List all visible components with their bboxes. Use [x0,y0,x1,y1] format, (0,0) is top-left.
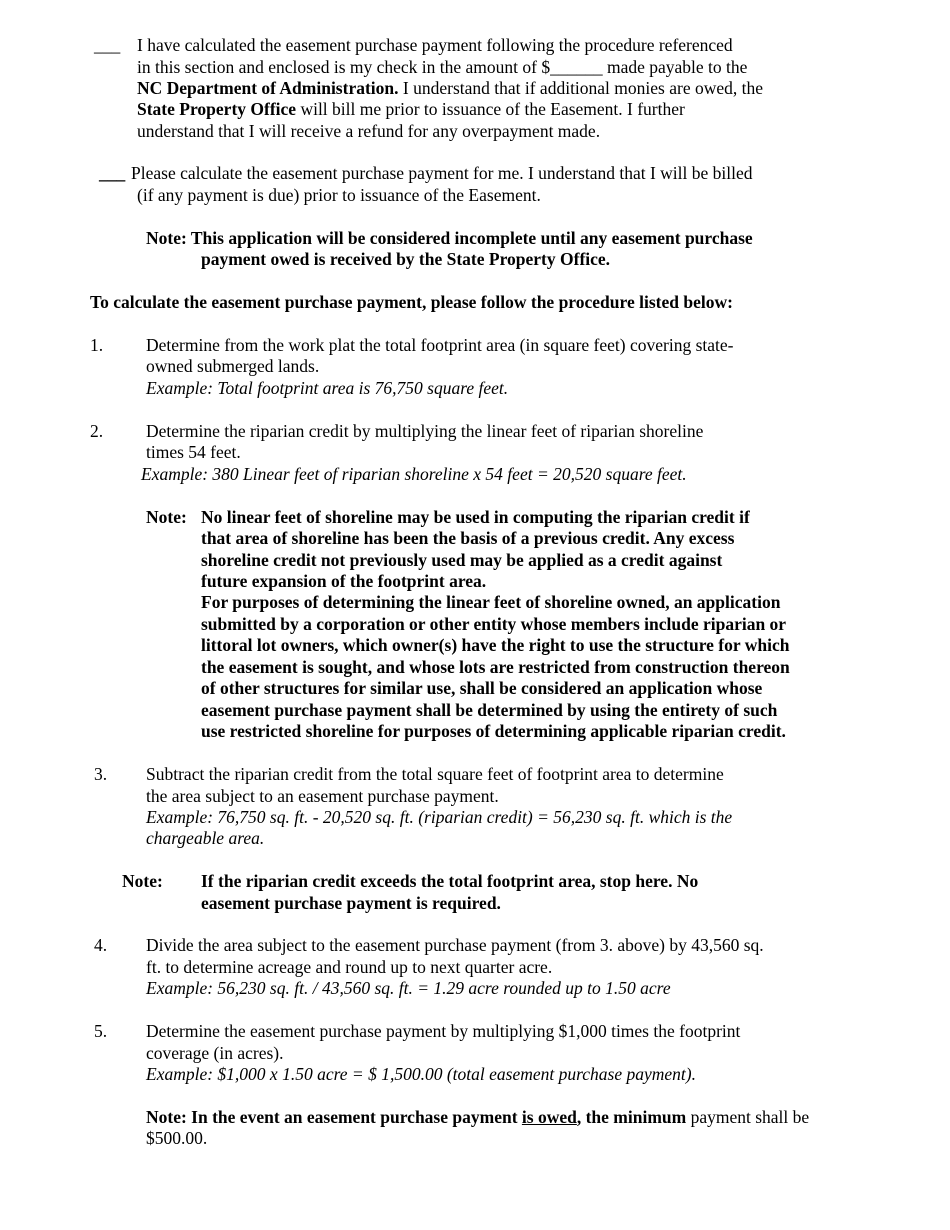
option-enclosed-check-line-2: in this section and enclosed is my check in the amount of $______ made payable to the [137,57,748,77]
option-calculate-for-me-line-1: Please calculate the easement purchase payment for me. I understand that I will be billed [131,163,753,183]
option-enclosed-check-line-1: I have calculated the easement purchase payment following the procedure referenced [137,35,733,55]
option-enclosed-check-line-3-text: I understand that if additional monies are owed, the [398,78,763,98]
note-shoreline-line: future expansion of the footprint area. [201,571,487,591]
option-calculate-for-me-line-2: (if any payment is due) prior to issuance of the Easement. [137,185,541,205]
option-enclosed-check-line-4 [137,99,685,121]
step-4-line-1: Divide the area subject to the easement purchase payment (from 3. above) by 43,560 sq. [146,935,764,955]
note-minimum-intro: Note: In the event an easement purchase payment [146,1107,522,1127]
note-shoreline-line: For purposes of determining the linear feet of shoreline owned, an application [201,592,781,612]
note-exceeds-label: Note: [122,871,163,891]
note-minimum-amount: $500.00. [146,1128,208,1148]
option-enclosed-check-line-3 [137,78,763,100]
state-property-office-name: State Property Office [137,99,297,119]
step-4-example: Example: 56,230 sq. ft. / 43,560 sq. ft. = 1.29 acre rounded up to 1.50 acre [146,978,671,998]
note-incomplete-line-2: payment owed is received by the State Property Office. [201,249,611,269]
note-exceeds-line-2: easement purchase payment is required. [201,893,501,913]
step-1-line-2: owned submerged lands. [146,356,320,376]
nc-department-name: NC Department of Administration. [137,78,399,98]
step-3-line-1: Subtract the riparian credit from the total square feet of footprint area to determine [146,764,724,784]
note-shoreline-line: submitted by a corporation or other entity whose members include riparian or [201,614,787,634]
option-enclosed-check-line-5: understand that I will receive a refund for any overpayment made. [137,121,601,141]
step-1-number: 1. [90,335,104,355]
note-minimum-line-1 [146,1107,809,1129]
note-shoreline-line: of other structures for similar use, shall be considered an application whose [201,678,763,698]
step-3-line-2: the area subject to an easement purchase payment. [146,786,499,806]
note-shoreline-line: the easement is sought, and whose lots are restricted from construction thereon [201,657,790,677]
note-minimum-is-owed: is owed [521,1107,577,1127]
procedure-heading: To calculate the easement purchase payment, please follow the procedure listed below: [90,292,733,312]
step-5-number: 5. [94,1021,108,1041]
note-incomplete-line-1: Note: This application will be considered incomplete until any easement purchase [146,228,753,248]
step-2-line-2: times 54 feet. [146,442,241,462]
note-shoreline-line: that area of shoreline has been the basis of a previous credit. Any excess [201,528,735,548]
step-4-number: 4. [94,935,108,955]
step-5-example: Example: $1,000 x 1.50 acre = $ 1,500.00 (total easement purchase payment). [146,1064,696,1084]
step-1-line-1: Determine from the work plat the total footprint area (in square feet) covering state- [146,335,734,355]
note-minimum-payment-shall-be: payment shall be [686,1107,810,1127]
step-3-example-line-1: Example: 76,750 sq. ft. - 20,520 sq. ft. (riparian credit) = 56,230 sq. ft. which is the [146,807,733,827]
step-2-line-1: Determine the riparian credit by multiplying the linear feet of riparian shoreline [146,421,704,441]
note-shoreline-line: use restricted shoreline for purposes of determining applicable riparian credit. [201,721,786,741]
step-4-line-2: ft. to determine acreage and round up to next quarter acre. [146,957,553,977]
note-minimum-the-minimum: , the minimum [576,1107,687,1127]
option-enclosed-check-blank[interactable]: ___ [94,35,121,55]
step-3-number: 3. [94,764,108,784]
step-2-number: 2. [90,421,104,441]
step-5-line-2: coverage (in acres). [146,1043,284,1063]
note-exceeds-line-1: If the riparian credit exceeds the total footprint area, stop here. No [201,871,699,891]
note-shoreline-label: Note: [146,507,187,527]
step-5-line-1: Determine the easement purchase payment by multiplying $1,000 times the footprint [146,1021,741,1041]
option-enclosed-check-line-4-text: will bill me prior to issuance of the Easement. I further [296,99,685,119]
step-3-example-line-2: chargeable area. [146,828,265,848]
note-shoreline-line: No linear feet of shoreline may be used in computing the riparian credit if [201,507,750,527]
note-shoreline-line: easement purchase payment shall be determined by using the entirety of such [201,700,778,720]
step-1-example: Example: Total footprint area is 76,750 square feet. [146,378,509,398]
note-shoreline-line: shoreline credit not previously used may be applied as a credit against [201,550,723,570]
option-calculate-for-me-blank[interactable]: ___ [99,163,126,183]
note-shoreline-line: littoral lot owners, which owner(s) have the right to use the structure for which [201,635,790,655]
step-2-example: Example: 380 Linear feet of riparian shoreline x 54 feet = 20,520 square feet. [141,464,687,484]
